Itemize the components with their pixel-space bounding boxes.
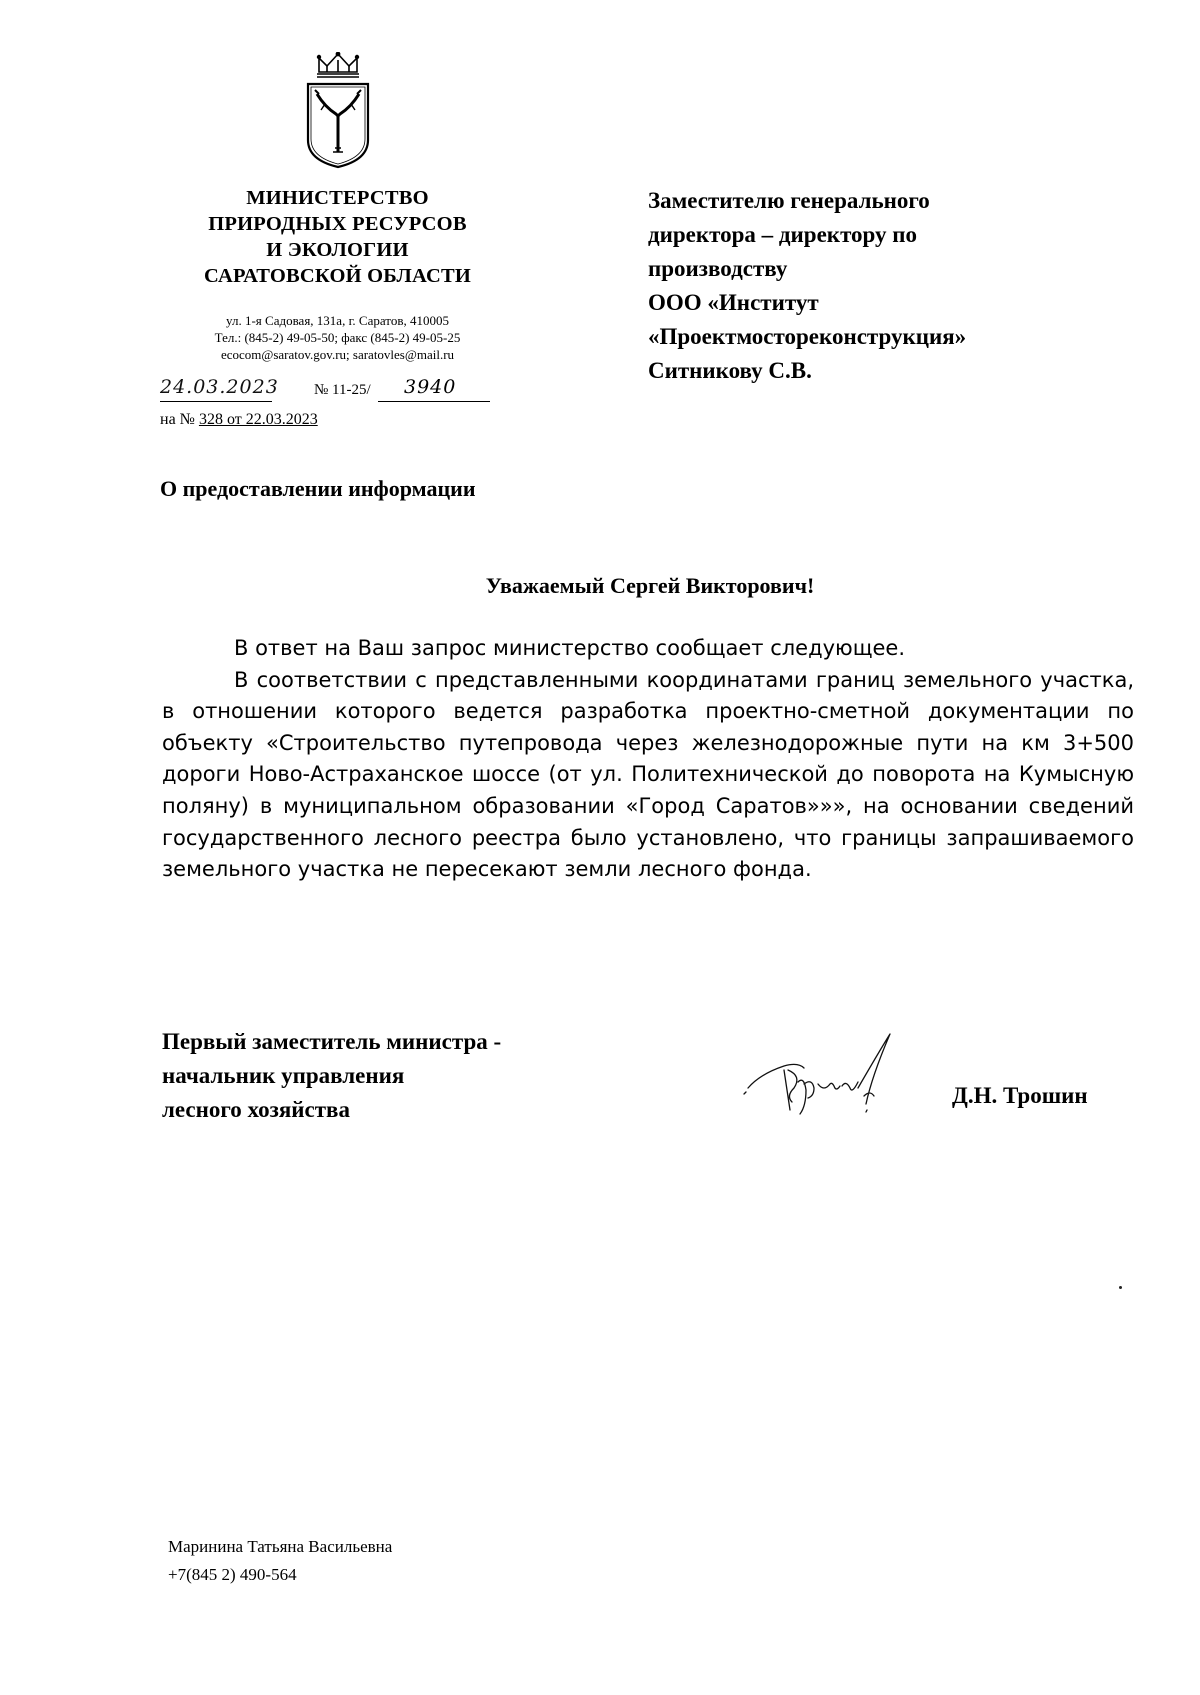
addressee-block [648,184,1088,388]
number-underline [378,401,490,402]
ministry-phones: Тел.: (845-2) 49-05-50; факс (845-2) 49-05-25 [214,330,461,345]
ministry-contacts [160,312,515,363]
reply-to-reference [160,411,318,429]
registration-line [160,374,500,404]
date-underline [160,401,272,402]
registration-number-label: № 11-25/ [314,382,371,398]
registration-number: 3940 [404,376,457,398]
handwritten-signature [740,1030,940,1135]
registration-date: 24.03.2023 [160,376,279,398]
addressee-line: производству [648,256,788,281]
letter-body [162,633,1134,886]
ministry-emails[interactable]: ecocom@saratov.gov.ru; saratovles@mail.ru [220,347,455,362]
ministry-address: ул. 1-я Садовая, 131а, г. Саратов, 410005 [226,313,449,328]
body-paragraph: В ответ на Ваш запрос министерство сообщает следующее. [234,636,906,660]
signer-title-line: лесного хозяйства [162,1097,350,1122]
scan-speck [1119,1286,1122,1289]
executor-name: Маринина Татьяна Васильевна [168,1537,393,1556]
letter-subject: О предоставлении информации [160,476,476,501]
addressee-line: «Проектмостореконструкция» [648,324,967,349]
ministry-name-line: И ЭКОЛОГИИ [266,239,409,261]
signer-title-line: начальник управления [162,1063,405,1088]
ministry-name-line: ПРИРОДНЫХ РЕСУРСОВ [208,213,467,235]
signer-title-line: Первый заместитель министра - [162,1029,502,1054]
executor-info [168,1533,392,1589]
signer-name: Д.Н. Трошин [952,1083,1088,1108]
addressee-line: Заместителю генерального [648,188,930,213]
body-paragraph: В соответствии с представленными координатами границ земельного участка, в отношении которого ведется разработка проектно-сметной документации по объекту «Строительство путепровода через железнодорожные пути на км 3+500 дороги Ново-Астраханское шоссе (от ул. Политехнической до поворота на Кумысную поляну) в муниципальном образовании «Город Саратов»»», на основании сведений государственного лесного реестра было установлено, что границы запрашиваемого земельного участка не пересекают земли лесного фонда. [162,667,1134,882]
executor-phone[interactable]: +7(845 2) 490-564 [168,1565,297,1584]
ministry-name [160,185,515,289]
addressee-line: директора – директору по [648,222,918,247]
signer-title [162,1025,501,1127]
ministry-name-line: САРАТОВСКОЙ ОБЛАСТИ [204,265,471,287]
coat-of-arms-icon [305,52,371,170]
letter-greeting: Уважаемый Сергей Викторович! [485,573,815,598]
addressee-line: ООО «Институт [648,290,819,315]
ministry-name-line: МИНИСТЕРСТВО [246,187,429,209]
reply-to-prefix: на № [160,411,199,428]
reply-to-number: 328 от 22.03.2023 [198,411,318,428]
addressee-line: Ситникову С.В. [648,358,812,383]
